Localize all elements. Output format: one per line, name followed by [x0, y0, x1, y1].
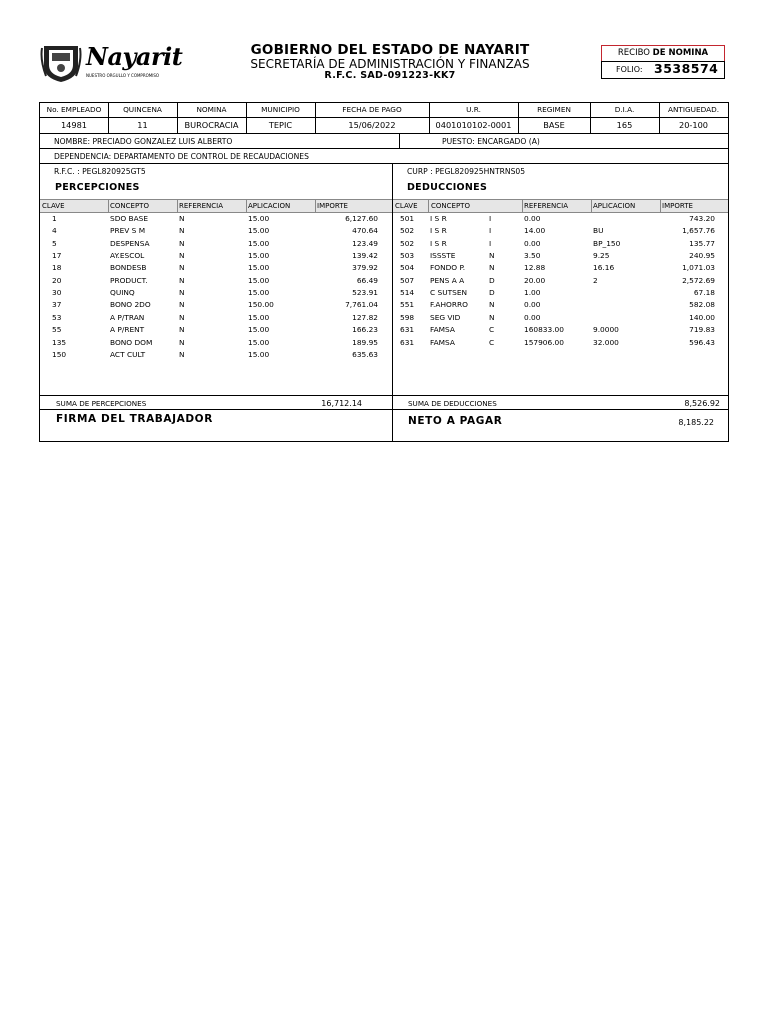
- folio-label: FOLIO:: [616, 65, 643, 74]
- percepcion-aplicacion: 15.00: [248, 226, 270, 236]
- deduccion-concepto: FONDO P.: [430, 263, 466, 273]
- deduccion-concepto: F.AHORRO: [430, 300, 468, 310]
- deduccion-referencia: 1.00: [524, 288, 541, 298]
- percepcion-concepto: A P/RENT: [110, 325, 145, 335]
- deduccion-concepto: PENS A A: [430, 275, 465, 285]
- deduccion-importe: 743.20: [689, 214, 715, 223]
- government-title: GOBIERNO DEL ESTADO DE NAYARIT: [250, 42, 530, 58]
- receipt-box: [601, 45, 725, 78]
- deduccion-referencia: 0.00: [524, 238, 541, 248]
- percepcion-importe: 6,127.60: [345, 214, 378, 223]
- percepcion-referencia: N: [179, 226, 185, 236]
- suma-percepciones-label: SUMA DE PERCEPCIONES: [56, 399, 147, 408]
- deduccion-referencia: 12.88: [524, 263, 546, 273]
- percepcion-concepto: DESPENSA: [110, 238, 150, 248]
- deduccion-aplicacion: 9.0000: [593, 325, 619, 335]
- percepcion-aplicacion: 15.00: [248, 263, 270, 273]
- percepcion-concepto: BONO DOM: [110, 337, 153, 347]
- deduccion-tipo: N: [489, 312, 495, 322]
- percepcion-importe: 635.63: [352, 349, 378, 359]
- deduccion-referencia: 160833.00: [524, 325, 564, 335]
- neto-a-pagar-label: NETO A PAGAR: [408, 415, 503, 427]
- header-dia: D.I.A.: [614, 105, 635, 114]
- deduccion-importe: 596.43: [689, 337, 715, 347]
- firma-trabajador-label: FIRMA DEL TRABAJADOR: [56, 413, 213, 425]
- value-dia: 165: [616, 120, 633, 130]
- value-ur: 0401010102-0001: [435, 120, 512, 130]
- percepcion-referencia: N: [179, 337, 185, 347]
- deduccion-aplicacion: 32.000: [593, 337, 619, 347]
- percepcion-clave: 53: [52, 312, 62, 322]
- deduccion-clave: 514: [400, 288, 415, 298]
- percepcion-clave: 55: [52, 325, 62, 335]
- deduccion-importe: 140.00: [689, 312, 715, 322]
- percepcion-clave: 17: [52, 251, 62, 261]
- deduccion-tipo: D: [489, 275, 495, 285]
- employee-name: NOMBRE: PRECIADO GONZALEZ LUIS ALBERTO: [54, 137, 233, 146]
- deduccion-clave: 504: [400, 263, 415, 273]
- folio-value: 3538574: [654, 61, 719, 76]
- value-fecha-pago: 15/06/2022: [348, 120, 396, 130]
- deduccion-aplicacion: 9.25: [593, 251, 610, 261]
- nayarit-logo: [40, 40, 183, 84]
- employee-curp: CURP : PEGL820925HNTRNS05: [407, 167, 526, 176]
- deduccion-referencia: 14.00: [524, 226, 546, 236]
- percepcion-importe: 189.95: [352, 337, 378, 347]
- percepcion-clave: 30: [52, 288, 62, 298]
- deduccion-clave: 507: [400, 275, 415, 285]
- deduccion-importe: 719.83: [689, 325, 715, 335]
- deduccion-aplicacion: BP_150: [593, 238, 621, 248]
- deduccion-referencia: 20.00: [524, 275, 546, 285]
- deduccion-tipo: N: [489, 251, 495, 261]
- percepcion-referencia: N: [179, 251, 185, 261]
- percepcion-concepto: PREV S M: [110, 226, 146, 236]
- deduccion-clave: 501: [400, 214, 415, 223]
- deduccion-clave: 502: [400, 238, 415, 248]
- percepcion-aplicacion: 15.00: [248, 349, 270, 359]
- percepcion-aplicacion: 15.00: [248, 214, 270, 223]
- deduccion-referencia: 0.00: [524, 214, 541, 223]
- percepcion-referencia: N: [179, 300, 185, 310]
- percepcion-clave: 5: [52, 238, 57, 248]
- header-regimen: REGIMEN: [537, 105, 571, 114]
- payroll-receipt-body: [39, 102, 729, 442]
- deduccion-tipo: I: [489, 214, 492, 223]
- deduccion-concepto: I S R: [430, 238, 447, 248]
- percepcion-clave: 18: [52, 263, 62, 273]
- percepcion-concepto: AY.ESCOL: [110, 251, 145, 261]
- deduccion-clave: 631: [400, 325, 415, 335]
- percepcion-concepto: BONO 2DO: [110, 300, 151, 310]
- deduccion-tipo: C: [489, 337, 495, 347]
- value-municipio: TEPIC: [268, 120, 293, 130]
- logo-wordmark: Nayarit: [86, 42, 183, 71]
- header-nomina: NOMINA: [196, 105, 227, 114]
- percepcion-referencia: N: [179, 349, 185, 359]
- percepcion-referencia: N: [179, 263, 185, 273]
- deduccion-tipo: D: [489, 288, 495, 298]
- deduccion-concepto: C SUTSEN: [430, 288, 468, 298]
- percepcion-concepto: BONDESB: [110, 263, 147, 273]
- logo-tagline: NUESTRO ORGULLO Y COMPROMISO: [86, 73, 160, 78]
- percepcion-concepto: QUINQ: [110, 288, 135, 298]
- percepcion-aplicacion: 15.00: [248, 337, 270, 347]
- deduccion-importe: 1,071.03: [682, 263, 715, 273]
- percepcion-clave: 4: [52, 226, 57, 236]
- receipt-type-label: RECIBO DE NOMINA: [601, 45, 725, 62]
- deducciones-column-header: CLAVE CONCEPTO REFERENCIA APLICACION IMPORTE: [393, 199, 728, 213]
- deduccion-concepto: SEG VID: [430, 312, 461, 322]
- deduccion-concepto: FAMSA: [430, 325, 455, 335]
- value-no-empleado: 14981: [60, 120, 88, 130]
- percepcion-referencia: N: [179, 312, 185, 322]
- percepcion-importe: 123.49: [352, 238, 378, 248]
- value-regimen: BASE: [543, 120, 565, 130]
- deduccion-concepto: I S R: [430, 226, 447, 236]
- percepcion-referencia: N: [179, 238, 185, 248]
- percepcion-aplicacion: 15.00: [248, 312, 270, 322]
- percepcion-concepto: PRODUCT.: [110, 275, 148, 285]
- deduccion-concepto: ISSSTE: [430, 251, 456, 261]
- deduccion-clave: 598: [400, 312, 415, 322]
- percepcion-clave: 20: [52, 275, 62, 285]
- deduccion-clave: 551: [400, 300, 415, 310]
- percepcion-importe: 7,761.04: [345, 300, 378, 310]
- header-no-empleado: No. EMPLEADO: [46, 105, 102, 114]
- deduccion-aplicacion: BU: [593, 226, 604, 236]
- deduccion-tipo: I: [489, 238, 492, 248]
- percepcion-referencia: N: [179, 325, 185, 335]
- deduccion-importe: 2,572.69: [682, 275, 715, 285]
- percepcion-clave: 150: [52, 349, 67, 359]
- percepciones-column-header: CLAVE CONCEPTO REFERENCIA APLICACION IMPORTE: [40, 199, 392, 213]
- deducciones-title: DEDUCCIONES: [407, 182, 488, 193]
- deduccion-referencia: 3.50: [524, 251, 541, 261]
- suma-deducciones-value: 8,526.92: [684, 399, 720, 408]
- deduccion-importe: 582.08: [689, 300, 715, 310]
- header-ur: U.R.: [466, 105, 481, 114]
- value-quincena: 11: [137, 120, 148, 130]
- suma-deducciones-label: SUMA DE DEDUCCIONES: [408, 399, 497, 408]
- percepcion-aplicacion: 150.00: [248, 300, 274, 310]
- deduccion-referencia: 0.00: [524, 312, 541, 322]
- deduccion-importe: 135.77: [689, 238, 715, 248]
- deduccion-aplicacion: 16.16: [593, 263, 615, 273]
- percepcion-importe: 127.82: [352, 312, 378, 322]
- percepcion-importe: 379.92: [352, 263, 378, 273]
- percepcion-referencia: N: [179, 275, 185, 285]
- percepcion-referencia: N: [179, 288, 185, 298]
- deduccion-importe: 240.95: [689, 251, 715, 261]
- value-nomina: BUROCRACIA: [184, 120, 239, 130]
- folio-row: [601, 61, 725, 79]
- deduccion-referencia: 0.00: [524, 300, 541, 310]
- deduccion-clave: 631: [400, 337, 415, 347]
- deduccion-concepto: FAMSA: [430, 337, 455, 347]
- header-fecha-pago: FECHA DE PAGO: [342, 105, 402, 114]
- percepcion-clave: 1: [52, 214, 57, 223]
- header-quincena: QUINCENA: [123, 105, 162, 114]
- deduccion-tipo: N: [489, 300, 495, 310]
- percepcion-concepto: A P/TRAN: [110, 312, 145, 322]
- percepcion-importe: 523.91: [352, 288, 378, 298]
- percepcion-concepto: SDO BASE: [110, 214, 149, 223]
- percepcion-importe: 166.23: [352, 325, 378, 335]
- percepcion-aplicacion: 15.00: [248, 238, 270, 248]
- secretariat-subtitle: SECRETARÍA DE ADMINISTRACIÓN Y FINANZAS: [250, 57, 530, 71]
- percepcion-aplicacion: 15.00: [248, 275, 270, 285]
- percepcion-importe: 470.64: [352, 226, 378, 236]
- percepciones-title: PERCEPCIONES: [55, 182, 140, 193]
- deduccion-tipo: C: [489, 325, 495, 335]
- deduccion-referencia: 157906.00: [524, 337, 564, 347]
- percepcion-importe: 66.49: [356, 275, 378, 285]
- percepcion-clave: 135: [52, 337, 67, 347]
- deduccion-concepto: I S R: [430, 214, 447, 223]
- deduccion-clave: 503: [400, 251, 415, 261]
- neto-a-pagar-value: 8,185.22: [678, 418, 714, 427]
- deduccion-importe: 1,657.76: [682, 226, 715, 236]
- percepcion-aplicacion: 15.00: [248, 325, 270, 335]
- value-antiguedad: 20-100: [678, 120, 708, 130]
- deduccion-clave: 502: [400, 226, 415, 236]
- percepcion-referencia: N: [179, 214, 185, 223]
- deduccion-importe: 67.18: [693, 288, 715, 298]
- deduccion-tipo: I: [489, 226, 492, 236]
- percepcion-aplicacion: 15.00: [248, 251, 270, 261]
- header-municipio: MUNICIPIO: [261, 105, 300, 114]
- header-antiguedad: ANTIGUEDAD.: [667, 105, 720, 114]
- suma-percepciones-value: 16,712.14: [321, 399, 362, 408]
- deduccion-aplicacion: 2: [593, 275, 598, 285]
- percepcion-concepto: ACT CULT: [110, 349, 146, 359]
- percepcion-clave: 37: [52, 300, 62, 310]
- employee-position: PUESTO: ENCARGADO (A): [442, 137, 540, 146]
- employee-rfc: R.F.C. : PEGL820925GT5: [54, 167, 146, 176]
- deduccion-tipo: N: [489, 263, 495, 273]
- employee-dependency: DEPENDENCIA: DEPARTAMENTO DE CONTROL DE RECAUDACIONES: [54, 152, 309, 161]
- percepcion-importe: 139.42: [352, 251, 378, 261]
- percepcion-aplicacion: 15.00: [248, 288, 270, 298]
- issuer-rfc: R.F.C. SAD-091223-KK7: [324, 70, 456, 81]
